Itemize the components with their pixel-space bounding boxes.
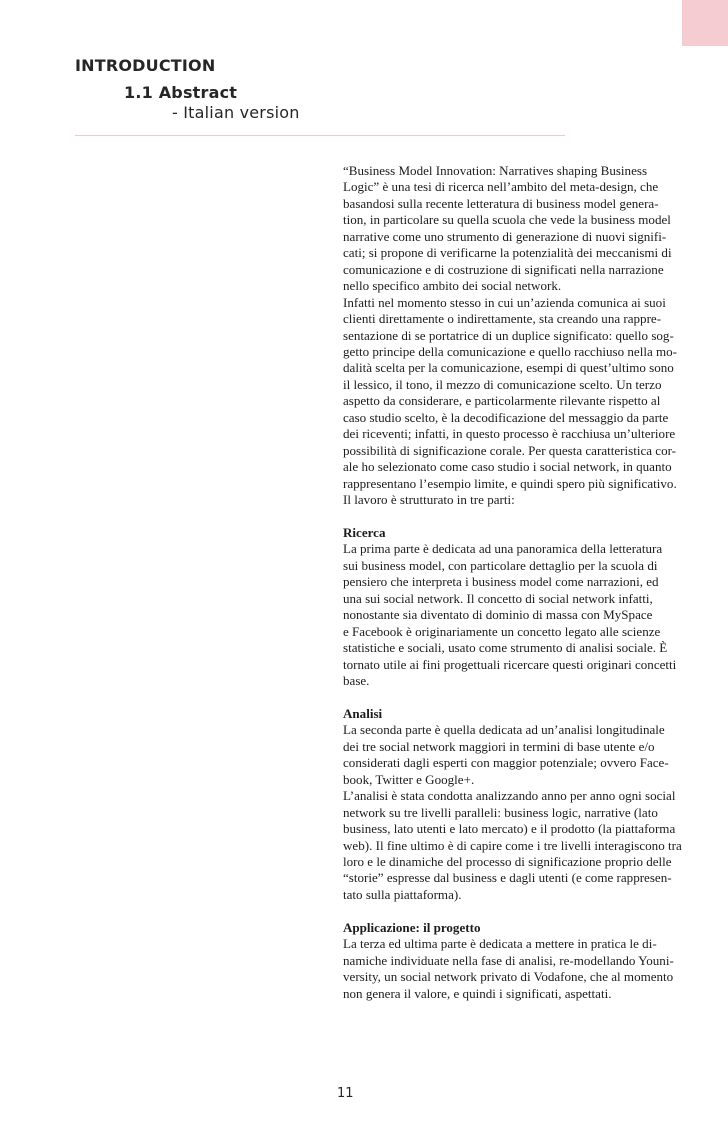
body-line: web). Il fine ultimo è di capire come i tre livelli interagiscono tra: [343, 837, 682, 853]
page-number: 11: [337, 1086, 354, 1101]
chapter-heading: INTRODUCTION: [75, 56, 216, 75]
body-line: non genera il valore, e quindi i significati, aspettati.: [343, 985, 612, 1001]
body-line: Infatti nel momento stesso in cui un’azienda comunica ai suoi: [343, 294, 666, 310]
body-line: pensiero che interpreta i business model come narrazioni, ed: [343, 574, 659, 590]
body-line: book, Twitter e Google+.: [343, 771, 475, 787]
body-line: versity, un social network privato di Vodafone, che al momento: [343, 969, 674, 985]
body-line: La terza ed ultima parte è dedicata a mettere in pratica le di-: [343, 936, 657, 952]
body-line: La seconda parte è quella dedicata ad un’analisi longitudinale: [343, 722, 665, 738]
section-title: Applicazione: il progetto: [343, 919, 481, 935]
body-line: considerati dagli esperti con maggior potenziale; ovvero Face-: [343, 755, 669, 771]
subsection-heading: - Italian version: [172, 103, 300, 122]
body-line: network su tre livelli paralleli: business logic, narrative (lato: [343, 804, 658, 820]
body-line: cati; si propone di verificarne la potenzialità dei meccanismi di: [343, 245, 672, 261]
body-line: sentazione di se portatrice di un duplice significato: quello sog-: [343, 327, 674, 343]
body-line: possibilità di significazione corale. Per questa caratteristica cor-: [343, 442, 677, 458]
body-line: tornato utile ai fini progettuali ricercare questi originari concetti: [343, 656, 677, 672]
section-heading: 1.1 Abstract: [124, 83, 238, 102]
body-line: namiche individuate nella fase di analisi, re-modellando Youni-: [343, 952, 674, 968]
body-line: dei tre social network maggiori in termini di base utente e/o: [343, 738, 655, 754]
section-title: Ricerca: [343, 524, 386, 540]
body-line: statistiche e sociali, usato come strumento di analisi sociale. È: [343, 640, 668, 656]
body-line: rappresentano l’esempio limite, e quindi spero più significativo.: [343, 475, 677, 491]
divider-rule: [75, 135, 565, 136]
body-line: nonostante sia diventato di dominio di massa con MySpace: [343, 607, 653, 623]
body-line: sui business model, con particolare dettaglio per la scuola di: [343, 557, 658, 573]
body-line: loro e le dinamiche del processo di significazione proprio delle: [343, 854, 672, 869]
body-line: “Business Model Innovation: Narratives shaping Business: [343, 163, 648, 178]
body-line: tion, in particolare su quella scuola che vede la business model: [343, 212, 671, 228]
body-line: L’analisi è stata condotta analizzando anno per anno ogni social: [343, 788, 676, 804]
body-line: Logic” è una tesi di ricerca nell’ambito del meta-design, che: [343, 179, 659, 195]
body-line: una sui social network. Il concetto di social network infatti,: [343, 590, 653, 606]
body-line: getto principe della comunicazione e quello racchiuso nella mo-: [343, 343, 678, 359]
body-line: dei riceventi; infatti, in questo processo è racchiusa un’ulteriore: [343, 426, 676, 442]
corner-tab: [682, 0, 728, 46]
body-line: ale ho selezionato come caso studio i social network, in quanto: [343, 459, 672, 475]
body-line: dalità scelta per la comunicazione, esempi di quest’ultimo sono: [343, 360, 674, 376]
body-line: comunicazione e di costruzione di significati nella narrazione: [343, 261, 664, 277]
body-line: nello specifico ambito dei social network.: [343, 278, 562, 294]
body-line: clienti direttamente o indirettamente, sta creando una rappre-: [343, 311, 662, 327]
body-line: basandosi sulla recente letteratura di business model genera-: [343, 195, 659, 211]
section-title: Analisi: [343, 705, 383, 721]
body-line: narrative come uno strumento di generazione di nuovi signifi-: [343, 228, 667, 244]
body-line: il lessico, il tono, il mezzo di comunicazione scelto. Un terzo: [343, 376, 662, 392]
body-line: aspetto da considerare, e particolarmente rilevante rispetto al: [343, 393, 661, 409]
body-line: La prima parte è dedicata ad una panoramica della letteratura: [343, 541, 663, 557]
body-line: “storie” espresse dal business e dagli utenti (e come rappresen-: [343, 870, 672, 886]
body-line: Il lavoro è strutturato in tre parti:: [343, 492, 515, 508]
body-line: business, lato utenti e lato mercato) e il prodotto (la piattaforma: [343, 821, 676, 837]
body-line: tato sulla piattaforma).: [343, 886, 462, 902]
body-text-column: [343, 163, 685, 1002]
body-line: base.: [343, 673, 370, 689]
body-line: caso studio scelto, è la decodificazione del messaggio da parte: [343, 409, 669, 425]
body-line: e Facebook è originariamente un concetto legato alle scienze: [343, 623, 661, 639]
